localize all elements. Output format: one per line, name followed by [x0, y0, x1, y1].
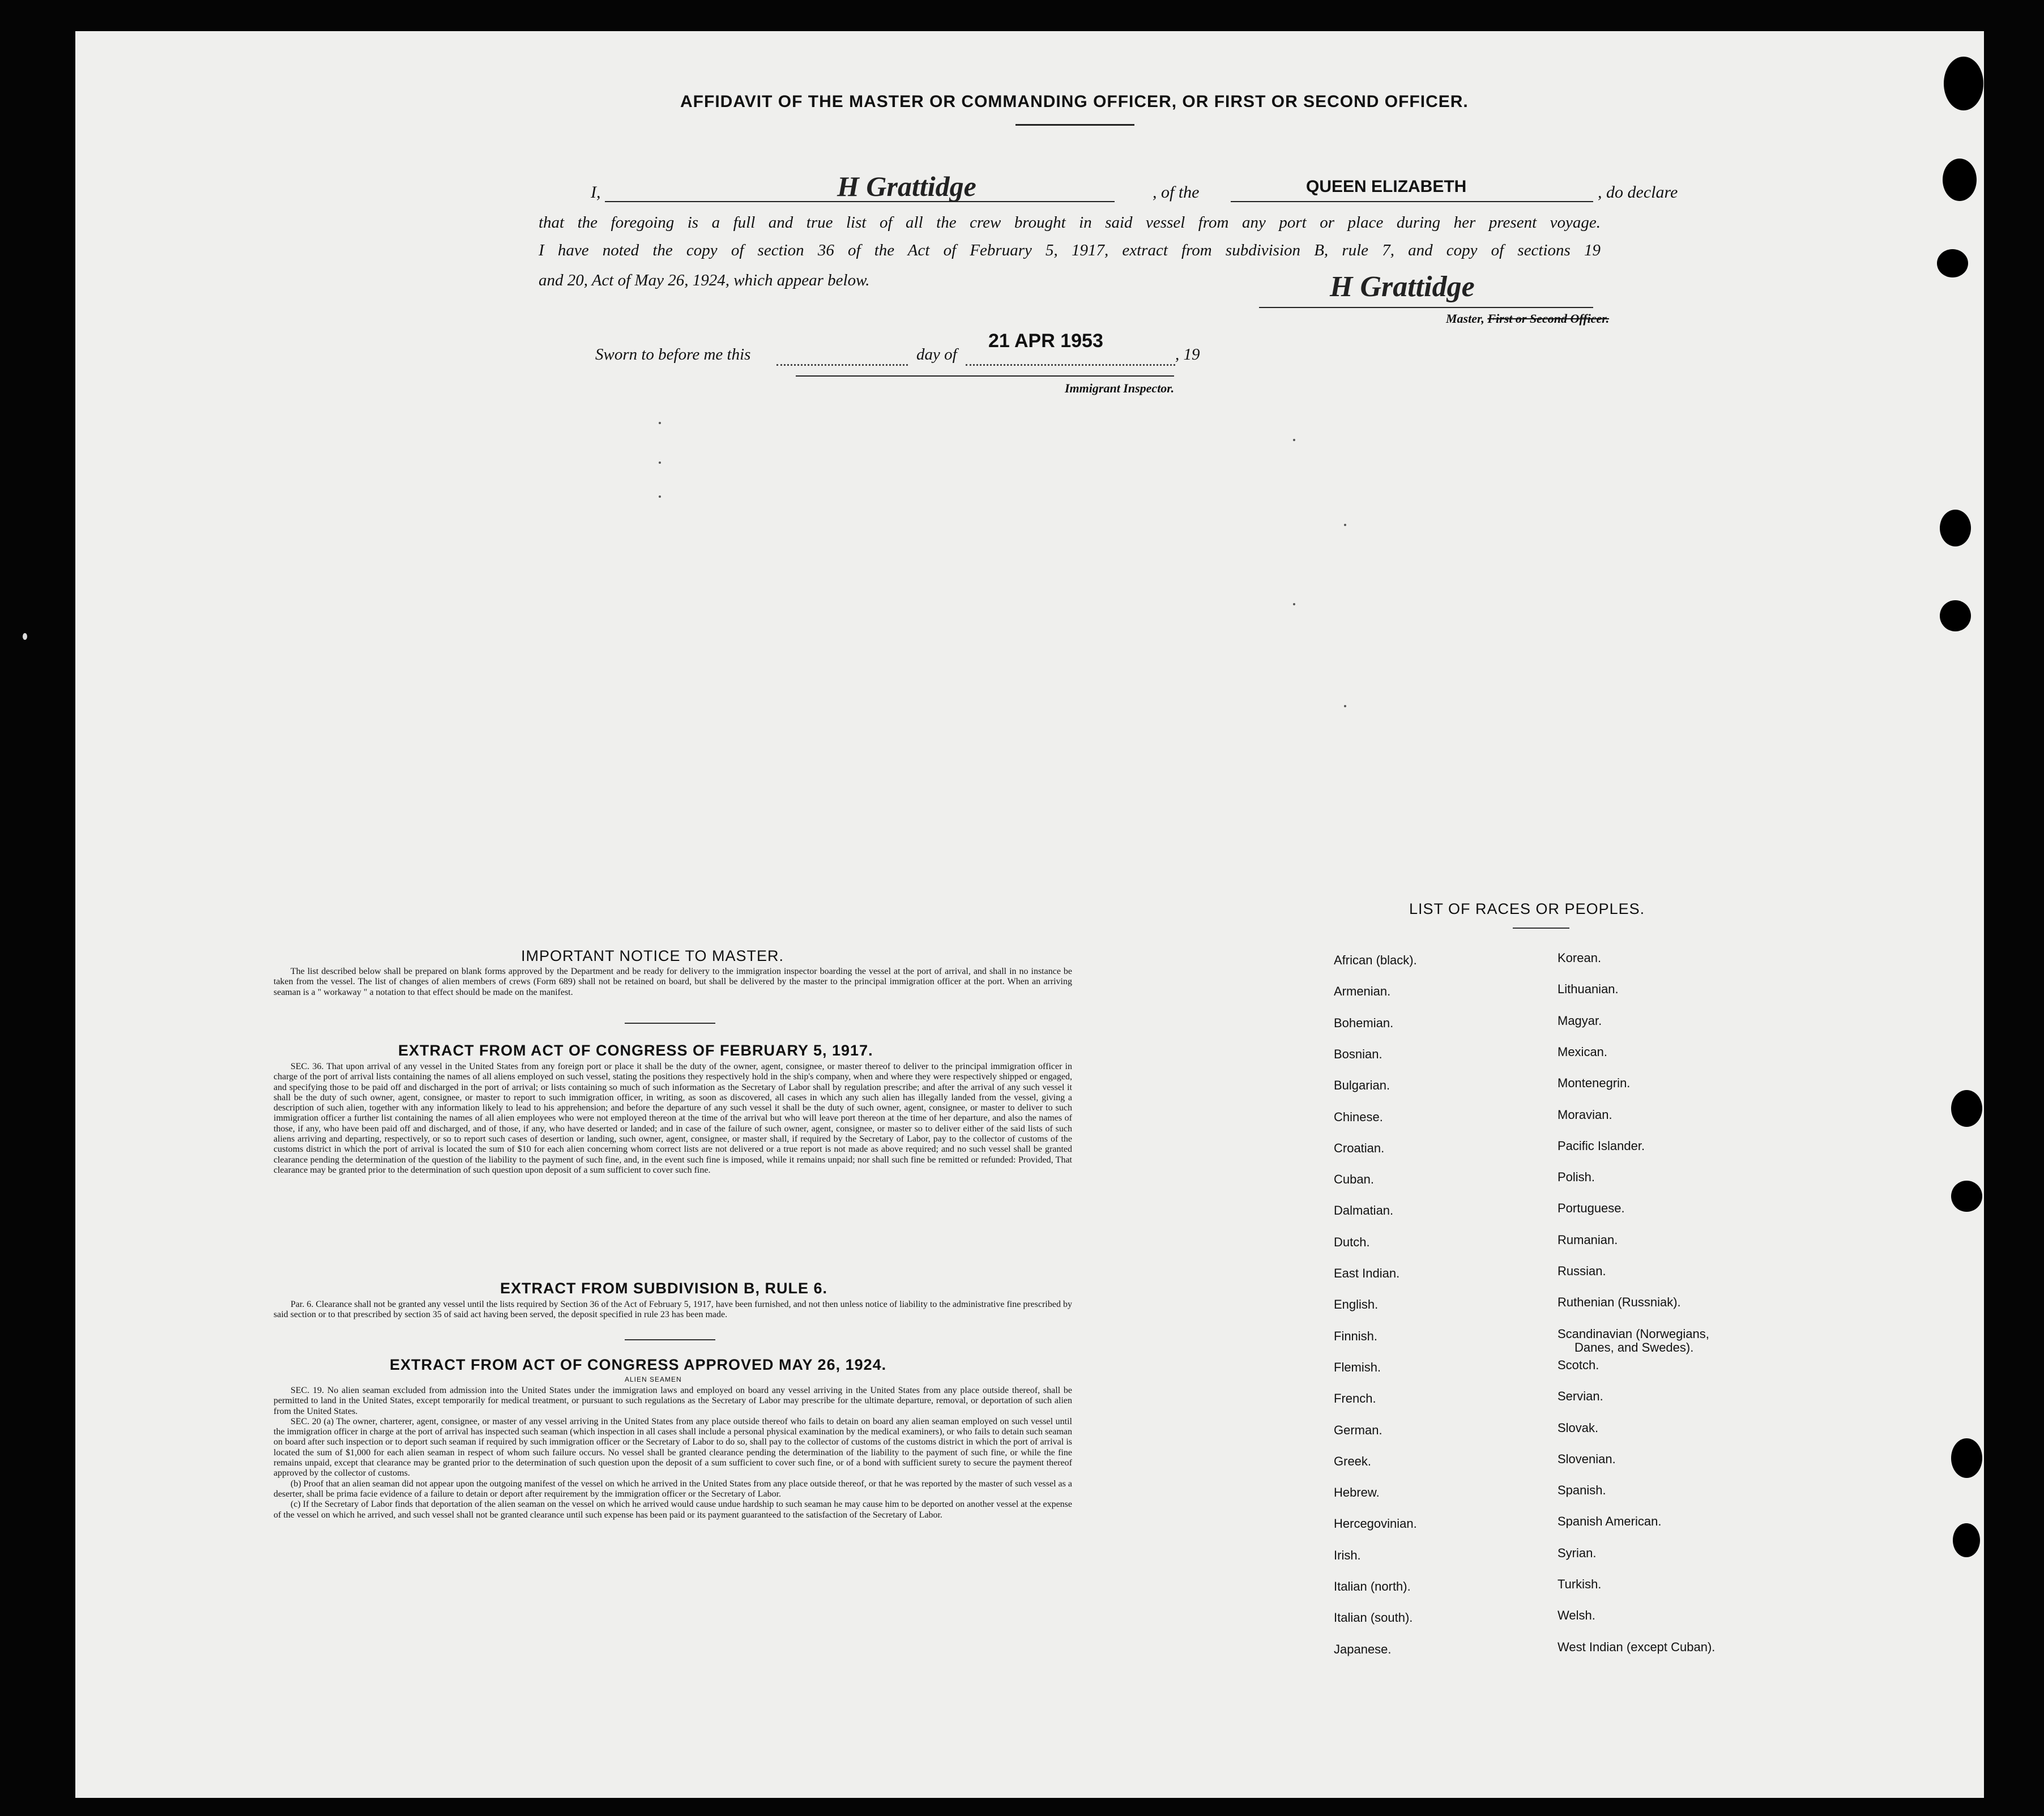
- binder-hole: [1940, 600, 1971, 631]
- date-stamp: 21 APR 1953: [988, 330, 1103, 352]
- race-item: Dalmatian.: [1334, 1203, 1394, 1218]
- sec20c-paragraph: (c) If the Secretary of Labor finds that deportation of the alien seaman on the vessel on which he arrived would cause undue hardship to such seaman he may cause him to be deported on another vessel at the expense of the vessel on which he arrived, and such vessel shall not be granted clearance until such expense has been paid or its payment guaranteed to the satisfaction of the Secretary of Labor.: [274, 1499, 1072, 1520]
- signature-caption: [1446, 311, 1609, 326]
- race-item: Welsh.: [1557, 1608, 1595, 1623]
- master-signature-line: [1259, 307, 1593, 308]
- binder-hole: [1953, 1523, 1980, 1557]
- race-item: Polish.: [1557, 1170, 1595, 1185]
- race-item-continuation: Danes, and Swedes).: [1574, 1340, 1694, 1354]
- notice-paragraph: The list described below shall be prepared on blank forms approved by the Department and be ready for delivery to the immigration inspector boarding the vessel at the port of arrival, and shall in no instance be taken from the vessel. The list of changes of alien members of crews (Form 689) shall not be retained on board, but shall be delivered by the master to the principal immigration officer at the port. When an arriving seaman is a " workaway " a notation to that effect should be made on the manifest.: [274, 967, 1072, 997]
- race-item: Syrian.: [1557, 1545, 1597, 1560]
- day-of-text: day of: [916, 345, 957, 364]
- race-item: Mexican.: [1557, 1044, 1608, 1059]
- race-item: Flemish.: [1334, 1360, 1381, 1374]
- notice-title: IMPORTANT NOTICE TO MASTER.: [521, 947, 784, 964]
- race-item: Irish.: [1334, 1548, 1361, 1562]
- race-item: Portuguese.: [1557, 1201, 1625, 1216]
- race-item: Servian.: [1557, 1389, 1603, 1404]
- year-prefix: , 19: [1175, 345, 1200, 364]
- extract-1917-body: [274, 1062, 1072, 1176]
- race-item: Scandinavian (Norwegians,: [1557, 1326, 1709, 1341]
- races-list-right: [1557, 951, 1954, 1704]
- race-item: Bohemian.: [1334, 1015, 1394, 1030]
- scan-mark: [1344, 524, 1346, 526]
- affidavit-line-4: and 20, Act of May 26, 1924, which appear below.: [539, 271, 870, 289]
- race-item: Croatian.: [1334, 1140, 1385, 1155]
- scan-mark: [23, 633, 27, 640]
- sworn-month-line: [966, 364, 1175, 366]
- races-title: LIST OF RACES OR PEOPLES.: [1409, 900, 1645, 917]
- race-item: Italian (south).: [1334, 1610, 1413, 1625]
- scan-mark: [659, 462, 661, 464]
- affidavit-of-the: , of the: [1153, 183, 1200, 202]
- race-item: Hebrew.: [1334, 1485, 1380, 1500]
- extract-1917-title: EXTRACT FROM ACT OF CONGRESS OF FEBRUARY 5, 1917.: [398, 1042, 873, 1059]
- binder-hole: [1951, 1181, 1982, 1212]
- race-item: Russian.: [1557, 1264, 1606, 1278]
- sec20a-paragraph: SEC. 20 (a) The owner, charterer, agent, consignee, or master of any vessel arriving in the United States from any place outside thereof who fails to detain on board any alien seaman employed on such vessel until the immigration officer in charge at the port of arrival has inspected such seaman (which inspection in all cases shall include a personal physical examination by the medical examiners), or who fails to detain such seaman on board after such inspection or to deport such seaman if required by such immigration officer or the Secretary of Labor to do so, shall pay to the collector of customs of the customs district in which the port of arrival is located the sum of $1,000 for each alien seaman in respect of whom such failure occurs. No vessel shall be granted clearance pending the determination of the liability to the payment of such fine, or while the fine remains unpaid, except that clearance may be granted prior to the determination of such question upon the deposit of a sum sufficient to cover such fine, or of a bond with sufficient surety to secure the payment thereof approved by the collector of customs.: [274, 1416, 1072, 1479]
- race-item: Scotch.: [1557, 1357, 1599, 1372]
- race-item: Slovenian.: [1557, 1451, 1616, 1466]
- sec20b-paragraph: (b) Proof that an alien seaman did not appear upon the outgoing manifest of the vessel on which he arrived in the United States from any place outside thereof, or that he was reported by the master of such vessel as a deserter, shall be prima facie evidence of a failure to detain or deport after requirement by the immigration officer or the Secretary of Labor.: [274, 1479, 1072, 1499]
- races-title-rule: [1513, 928, 1569, 929]
- binder-hole: [1940, 510, 1971, 546]
- alien-seamen-subtitle: ALIEN SEAMEN: [625, 1375, 682, 1383]
- section-rule: [625, 1023, 715, 1024]
- scan-mark: [659, 495, 661, 498]
- inspector-caption: Immigrant Inspector.: [1065, 381, 1175, 395]
- race-item: East Indian.: [1334, 1266, 1400, 1280]
- document-page: [75, 31, 1984, 1798]
- race-item: Bosnian.: [1334, 1046, 1382, 1061]
- race-item: Ruthenian (Russniak).: [1557, 1295, 1681, 1310]
- affidavit-line-3: I have noted the copy of section 36 of the Act of February 5, 1917, extract from subdivision B, rule 7, and copy of sections 19: [539, 241, 1601, 259]
- section-rule: [625, 1339, 715, 1340]
- binder-hole: [1951, 1438, 1982, 1478]
- sworn-day-line: [776, 364, 908, 366]
- affidavit-do-declare: , do declare: [1598, 183, 1678, 202]
- vessel-field-line: [1231, 201, 1593, 202]
- binder-hole: [1943, 159, 1977, 201]
- race-item: Magyar.: [1557, 1013, 1602, 1028]
- race-item: Rumanian.: [1557, 1232, 1618, 1247]
- extract-1924-title: EXTRACT FROM ACT OF CONGRESS APPROVED MAY 26, 1924.: [390, 1356, 887, 1373]
- race-item: Turkish.: [1557, 1577, 1602, 1591]
- race-item: English.: [1334, 1297, 1379, 1312]
- scan-mark: [659, 422, 661, 424]
- master-signature: H Grattidge: [1330, 271, 1475, 303]
- race-item: Chinese.: [1334, 1109, 1383, 1124]
- inspector-signature-line: [796, 375, 1174, 377]
- race-item: French.: [1334, 1391, 1376, 1406]
- master-name-signature: H Grattidge: [837, 170, 976, 202]
- race-item: African (black).: [1334, 953, 1417, 967]
- race-item: Dutch.: [1334, 1234, 1370, 1249]
- affidavit-line-2: that the foregoing is a full and true list of all the crew brought in said vessel from any port or place during her present voyage.: [539, 213, 1601, 232]
- race-item: Finnish.: [1334, 1328, 1378, 1343]
- race-item: Japanese.: [1334, 1642, 1392, 1656]
- extract-rule6-title: EXTRACT FROM SUBDIVISION B, RULE 6.: [500, 1280, 828, 1297]
- binder-hole: [1944, 57, 1983, 110]
- affidavit-prefix: I,: [591, 183, 601, 202]
- extract-1924-body: [274, 1386, 1072, 1520]
- race-item: Moravian.: [1557, 1107, 1612, 1122]
- race-item: West Indian (except Cuban).: [1557, 1639, 1716, 1654]
- race-item: Korean.: [1557, 951, 1602, 965]
- binder-hole: [1937, 249, 1968, 277]
- race-item: Bulgarian.: [1334, 1078, 1390, 1093]
- sworn-text: Sworn to before me this: [595, 345, 751, 364]
- scan-mark: [1344, 705, 1346, 707]
- title-rule: [1015, 124, 1134, 126]
- race-item: German.: [1334, 1422, 1382, 1437]
- notice-body: [274, 967, 1072, 998]
- affidavit-title: AFFIDAVIT OF THE MASTER OR COMMANDING OFFICER, OR FIRST OR SECOND OFFICER.: [680, 92, 1469, 111]
- rule6-paragraph: Par. 6. Clearance shall not be granted any vessel until the lists required by Section 36 of the Act of February 5, 1917, have been furnished, and not then unless notice of liability to the administrative fine prescribed by said section or to that prescribed by section 35 of said act having been served, the deposit specified in rule 23 has been made.: [274, 1300, 1072, 1320]
- race-item: Pacific Islander.: [1557, 1138, 1645, 1153]
- caption-master: Master,: [1446, 311, 1484, 326]
- scan-mark: [1293, 603, 1295, 605]
- section-36-paragraph: SEC. 36. That upon arrival of any vessel in the United States from any foreign port or place it shall be the duty of the owner, agent, consignee, or master thereof to deliver to the principal immigration officer in charge of the port of arrival lists containing the names of all aliens employed on such vessel, stating the positions they respectively hold in the ship's company, when and where they were respectively shipped or engaged, and specifying those to be paid off and discharged in the port of arrival; or lists containing so much of such information as the Secretary of Labor shall by regulation prescribe; and after the arrival of any such vessel it shall be the duty of such owner, agent, consignee, or master to report to such immigration officer, in writing, as soon as discovered, all cases in which any such alien has illegally landed from the vessel, giving a description of such alien, together with any information likely to lead to his apprehension; and before the departure of any such vessel it shall be the duty of such owner, agent, consignee, or master to deliver to such immigration officer a further list containing the names of all alien employees who were not employed thereon at the time of the arrival but who will leave port thereon at the time of her departure, and also the names of those, if any, who have been paid off and discharged, and of those, if any, who have deserted or landed; and in case of the failure of such owner, agent, consignee, or master so to deliver either of the said lists of such aliens arriving and departing, respectively, or so to report such cases of desertion or landing, such owner, agent, consignee, or master shall, if required by the Secretary of Labor, pay to the collector of customs of the customs district in which the port of arrival is located the sum of $10 for each alien concerning whom correct lists are not delivered or a true report is not made as above required; and no such vessel shall be granted clearance pending the determination of the question of the liability to the payment of such fine, and, in the event such fine is imposed, while it remains unpaid; nor shall such fine be remitted or refunded: Provided, That clearance may be granted prior to the determination of such question upon deposit of a sum sufficient to cover such fine.: [274, 1062, 1072, 1175]
- caption-struck-officer: First or Second Officer.: [1487, 311, 1610, 326]
- race-item: Montenegrin.: [1557, 1076, 1631, 1091]
- race-item: Greek.: [1334, 1454, 1372, 1468]
- race-item: Lithuanian.: [1557, 982, 1619, 997]
- race-item: Italian (north).: [1334, 1579, 1411, 1593]
- race-item: Armenian.: [1334, 984, 1391, 999]
- scan-mark: [1293, 439, 1295, 441]
- race-item: Hercegovinian.: [1334, 1516, 1417, 1531]
- binder-hole: [1951, 1090, 1982, 1127]
- sec19-paragraph: SEC. 19. No alien seaman excluded from admission into the United States under the immigration laws and employed on board any vessel arriving in the United States from any place outside thereof, shall be permitted to land in the United States, except temporarily for medical treatment, or pursuant to such regulations as the Secretary of Labor may prescribe for the ultimate departure, removal, or deportation of such alien from the United States.: [274, 1386, 1072, 1416]
- race-item: Spanish.: [1557, 1483, 1606, 1498]
- race-item: Cuban.: [1334, 1172, 1374, 1187]
- race-item: Spanish American.: [1557, 1514, 1662, 1529]
- vessel-name: QUEEN ELIZABETH: [1306, 177, 1467, 196]
- race-item: Slovak.: [1557, 1420, 1599, 1435]
- extract-rule6-body: [274, 1300, 1072, 1321]
